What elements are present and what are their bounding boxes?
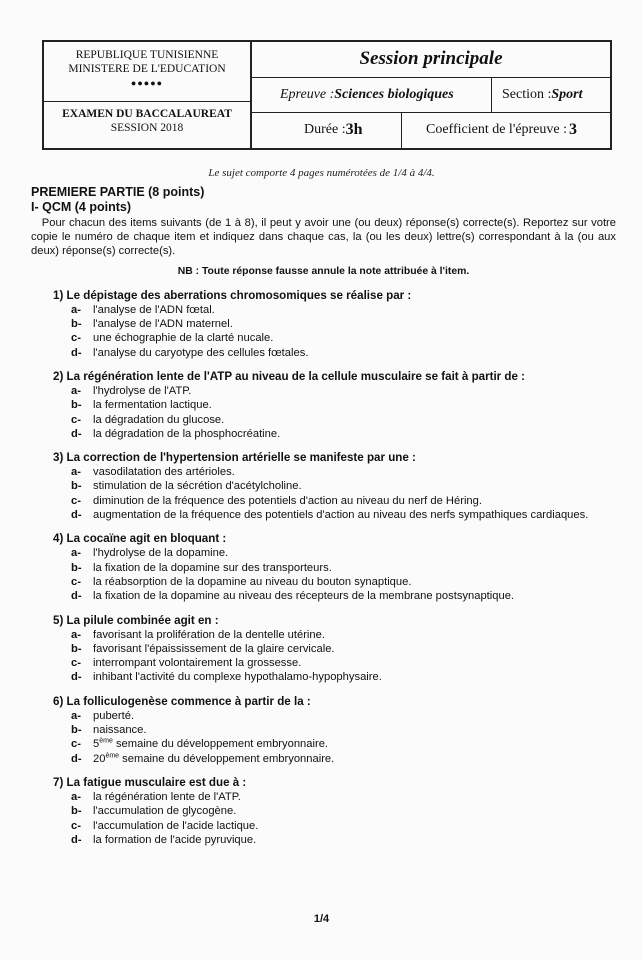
dots-ornament: ●●●●● [130,78,164,88]
option-text: la régénération lente de l'ATP. [93,790,241,803]
answer-option [71,561,616,575]
ministry-label: MINISTERE DE L'EDUCATION [68,63,226,75]
answer-option [71,628,616,642]
option-letter: b- [71,642,82,655]
answer-option [71,656,616,670]
section-value: Sport [551,86,583,102]
part-title: PREMIERE PARTIE (8 points) [31,185,205,199]
option-letter: d- [71,346,82,359]
option-text: inhibant l'activité du complexe hypothalamo-hypophysaire. [93,671,382,684]
option-letter: a- [71,628,81,641]
answer-options [71,628,616,685]
question-title: 3) La correction de l'hypertension artérielle se manifeste par une : [53,451,416,465]
page-count-note: Le sujet comporte 4 pages numérotées de 1/4 à 4/4. [208,167,435,179]
duree-value: 3h [345,121,363,139]
question-list [31,288,616,847]
header-right-block [252,42,610,148]
question-title: 7) La fatigue musculaire est due à : [53,775,247,789]
duree-label: Durée : [304,122,346,138]
instructions-text: Pour chacun des items suivants (de 1 à 8), il peut y avoir une (ou deux) réponse(s) correcte(s). Reportez sur votre copie le numéro de chaque item et indiquez dans chaque cas, la (ou les deux) lettre(s) correspondant à la (ou aux deux) réponse(s) correcte(s). [31,217,617,258]
answer-option [71,479,616,493]
option-text: la formation de l'acide pyruvique. [93,833,257,846]
instructions-paragraph [31,216,616,259]
answer-option [71,752,616,766]
coef-cell [402,113,610,148]
epreuve-row [252,78,610,113]
duree-row [252,113,610,148]
option-letter: b- [71,561,82,574]
answer-option [71,413,616,427]
option-text: diminution de la fréquence des potentiels d'action au niveau du nerf de Héring. [93,494,482,507]
option-letter: d- [71,427,82,440]
option-text: interrompant volontairement la grossesse. [93,657,302,670]
answer-option [71,819,616,833]
answer-option [71,346,616,360]
option-letter: d- [71,671,82,684]
answer-option [71,790,616,804]
option-text: la dégradation du glucose. [93,413,225,426]
answer-option [71,384,616,398]
answer-options [71,384,616,441]
coef-value: 3 [569,121,578,139]
option-text: l'analyse de l'ADN fœtal. [93,303,215,316]
question-item [53,694,616,766]
option-letter: c- [71,575,81,588]
answer-option [71,331,616,345]
question-item [53,531,616,603]
option-letter: b- [71,805,82,818]
question-title: 2) La régénération lente de l'ATP au niveau de la cellule musculaire se fait à partir de : [53,370,526,383]
option-letter: d- [71,752,82,765]
option-letter: c- [71,657,81,670]
exam-header-table [42,40,612,150]
option-text: l'accumulation de glycogène. [93,805,237,818]
answer-option [71,427,616,441]
answer-option [71,723,616,737]
exam-session-block [44,102,250,148]
option-letter: a- [71,303,81,316]
page-number: 1/4 [313,913,330,925]
option-text: l'hydrolyse de l'ATP. [93,385,192,397]
answer-option [71,465,616,479]
answer-options [71,303,616,360]
question-item [53,775,616,847]
question-title: 5) La pilule combinée agit en : [53,613,219,627]
question-item [53,450,616,522]
option-letter: b- [71,318,82,331]
question-item [53,288,616,360]
option-text: favorisant l'épaississement de la glaire cervicale. [93,642,335,655]
answer-option [71,833,616,847]
exam-name-label: EXAMEN DU BACCALAUREAT [62,108,232,120]
option-letter: b- [71,399,82,412]
header-left-block [44,42,252,148]
coef-label: Coefficient de l'épreuve : [426,122,568,138]
option-letter: a- [71,466,81,479]
option-text: 20ème semaine du développement embryonnaire. [93,751,335,765]
duree-cell [252,113,402,148]
question-item [53,369,616,441]
option-text: la réabsorption de la dopamine au niveau du bouton synaptique. [93,575,412,588]
option-letter: c- [71,819,81,832]
section-title: I- QCM (4 points) [31,200,131,214]
option-text: favorisant la prolifération de la dentelle utérine. [93,628,325,641]
option-letter: b- [71,480,82,493]
option-text: puberté. [93,709,135,722]
answer-options [71,790,616,847]
option-text: l'analyse du caryotype des cellules fœtales. [93,346,309,359]
question-title: 1) Le dépistage des aberrations chromosomiques se réalise par : [53,288,412,302]
answer-option [71,642,616,656]
answer-option [71,575,616,589]
answer-options [71,709,616,766]
answer-option [71,303,616,317]
option-text: la fixation de la dopamine au niveau des récepteurs de la membrane postsynaptique. [93,590,515,603]
answer-option [71,494,616,508]
option-text: vasodilatation des artérioles. [93,466,235,479]
answer-option [71,546,616,560]
answer-option [71,804,616,818]
option-text: l'accumulation de l'acide lactique. [93,819,259,832]
option-letter: d- [71,833,82,846]
section-label: Section : [502,86,552,102]
option-letter: a- [71,709,81,722]
option-letter: d- [71,509,82,522]
option-letter: c- [71,413,81,426]
answer-options [71,465,616,522]
option-text: l'analyse de l'ADN maternel. [93,318,233,331]
question-title: 4) La cocaïne agit en bloquant : [53,532,227,546]
answer-option [71,670,616,684]
section-cell [492,78,610,112]
epreuve-value: Sciences biologiques [334,86,454,102]
option-text: augmentation de la fréquence des potentiels d'action au niveau des nerfs sympathiques cardiaques. [93,509,589,522]
option-text: naissance. [93,724,147,737]
option-letter: a- [71,790,81,803]
epreuve-cell [252,78,492,112]
option-text: stimulation de la sécrétion d'acétylcholine. [93,480,302,493]
exam-content [31,185,616,847]
option-text: la fermentation lactique. [93,399,212,412]
option-text: l'hydrolyse de la dopamine. [93,547,229,560]
session-year-label: SESSION 2018 [110,122,184,134]
epreuve-label: Epreuve : [280,86,335,102]
answer-option [71,589,616,603]
option-letter: a- [71,385,81,397]
nb-note: NB : Toute réponse fausse annule la note attribuée à l'item. [177,265,470,277]
answer-options [71,546,616,603]
option-letter: a- [71,547,81,560]
option-text: la fixation de la dopamine sur des transporteurs. [93,561,332,574]
answer-option [71,737,616,751]
question-item [53,613,616,685]
session-title: Session principale [252,42,610,78]
option-text: la dégradation de la phosphocréatine. [93,427,281,440]
option-letter: b- [71,724,82,737]
answer-option [71,317,616,331]
question-title: 6) La folliculogenèse commence à partir de la : [53,694,311,708]
option-letter: c- [71,494,81,507]
option-letter: c- [71,332,81,345]
ministry-block [44,42,250,102]
republic-label: REPUBLIQUE TUNISIENNE [75,49,219,61]
option-text: 5ème semaine du développement embryonnaire. [93,737,329,751]
option-text: une échographie de la clarté nucale. [93,332,274,345]
option-letter: d- [71,590,82,603]
option-letter: c- [71,738,81,751]
answer-option [71,508,616,522]
answer-option [71,709,616,723]
answer-option [71,398,616,412]
